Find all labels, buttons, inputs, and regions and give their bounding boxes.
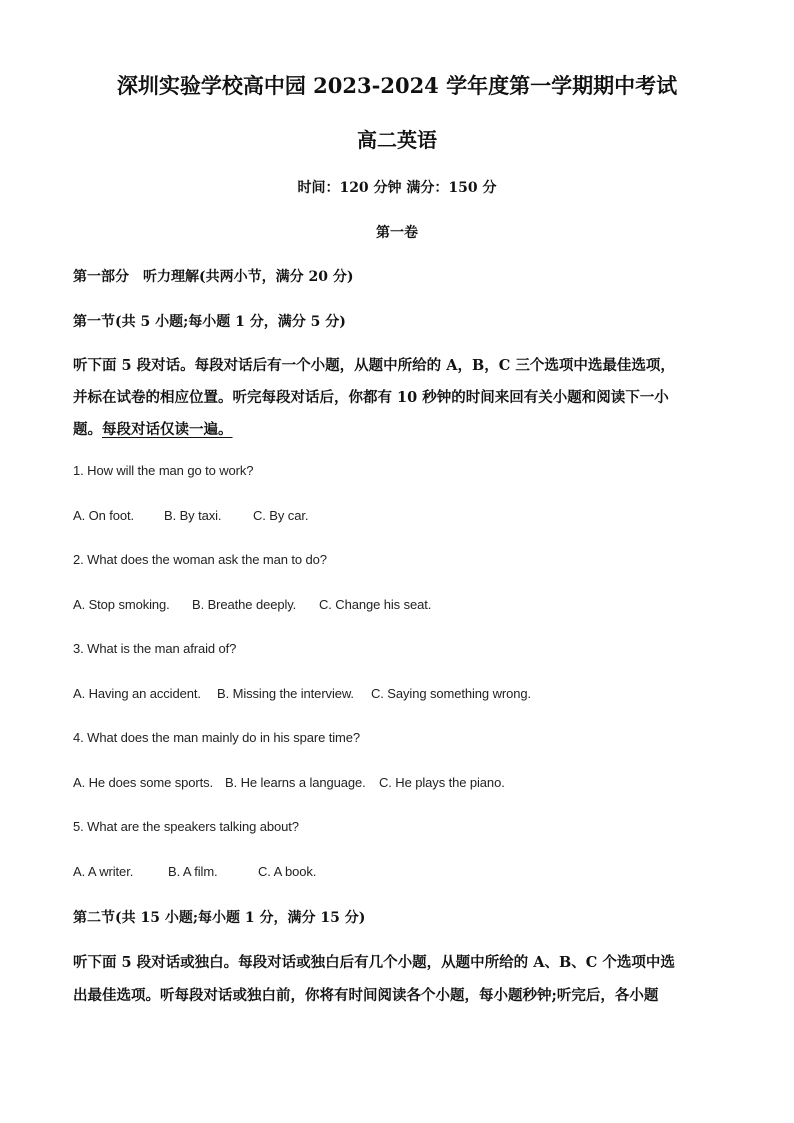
- option-a: A. He does some sports.: [73, 775, 214, 790]
- instruction-text: 题。: [73, 421, 102, 438]
- instruction-line: [73, 418, 233, 439]
- option-b: B. By taxi.: [164, 508, 222, 523]
- instruction-line: 听下面 5 段对话或独白。每段对话或独白后有几个小题，从题中所给的 A、B、C 个选项中选: [73, 954, 675, 971]
- question-4: 4. What does the man mainly do in his spare time?: [73, 730, 361, 745]
- option-c: C. Saying something wrong.: [371, 686, 531, 701]
- option-b: B. Breathe deeply.: [192, 597, 297, 612]
- option-b: B. Missing the interview.: [217, 686, 354, 701]
- exam-time-score: 时间：120 分钟 满分：150 分: [297, 180, 497, 196]
- part-heading: 第一部分 听力理解(共两小节，满分 20 分): [73, 269, 354, 285]
- option-c: C. He plays the piano.: [379, 775, 505, 790]
- option-a: A. A writer.: [73, 864, 134, 879]
- question-3: 3. What is the man afraid of?: [73, 641, 237, 656]
- question-2-options: [73, 597, 431, 612]
- question-5-options: [73, 864, 316, 879]
- question-4-options: [73, 775, 505, 790]
- question-3-options: [73, 686, 531, 701]
- instruction-emphasis: 每段对话仅读一遍。: [102, 421, 233, 438]
- question-2: 2. What does the woman ask the man to do?: [73, 552, 327, 567]
- question-1: 1. How will the man go to work?: [73, 463, 254, 478]
- instruction-line: 出最佳选项。听每段对话或独白前，你将有时间阅读各个小题，每小题秒钟;听完后，各小题: [73, 987, 659, 1004]
- option-a: A. On foot.: [73, 508, 135, 523]
- subject-title: 高二英语: [357, 128, 437, 152]
- option-c: C. Change his seat.: [319, 597, 432, 612]
- question-5: 5. What are the speakers talking about?: [73, 819, 299, 834]
- option-b: B. A film.: [168, 864, 218, 879]
- option-b: B. He learns a language.: [225, 775, 366, 790]
- instruction-line: 并标在试卷的相应位置。听完每段对话后，你都有 10 秒钟的时间来回有关小题和阅读下一小: [73, 389, 669, 406]
- question-1-options: [73, 508, 308, 523]
- instruction-line: 听下面 5 段对话。每段对话后有一个小题，从题中所给的 A，B，C 三个选项中选最佳选项，: [73, 357, 675, 374]
- section-heading: 第一节(共 5 小题;每小题 1 分，满分 5 分): [73, 314, 346, 330]
- option-a: A. Stop smoking.: [73, 597, 170, 612]
- option-c: C. A book.: [258, 864, 317, 879]
- exam-title: 深圳实验学校高中园 2023-2024 学年度第一学期期中考试: [116, 73, 678, 98]
- volume-label: 第一卷: [376, 225, 418, 241]
- option-c: C. By car.: [253, 508, 309, 523]
- option-a: A. Having an accident.: [73, 686, 201, 701]
- section-heading: 第二节(共 15 小题;每小题 1 分，满分 15 分): [73, 910, 366, 926]
